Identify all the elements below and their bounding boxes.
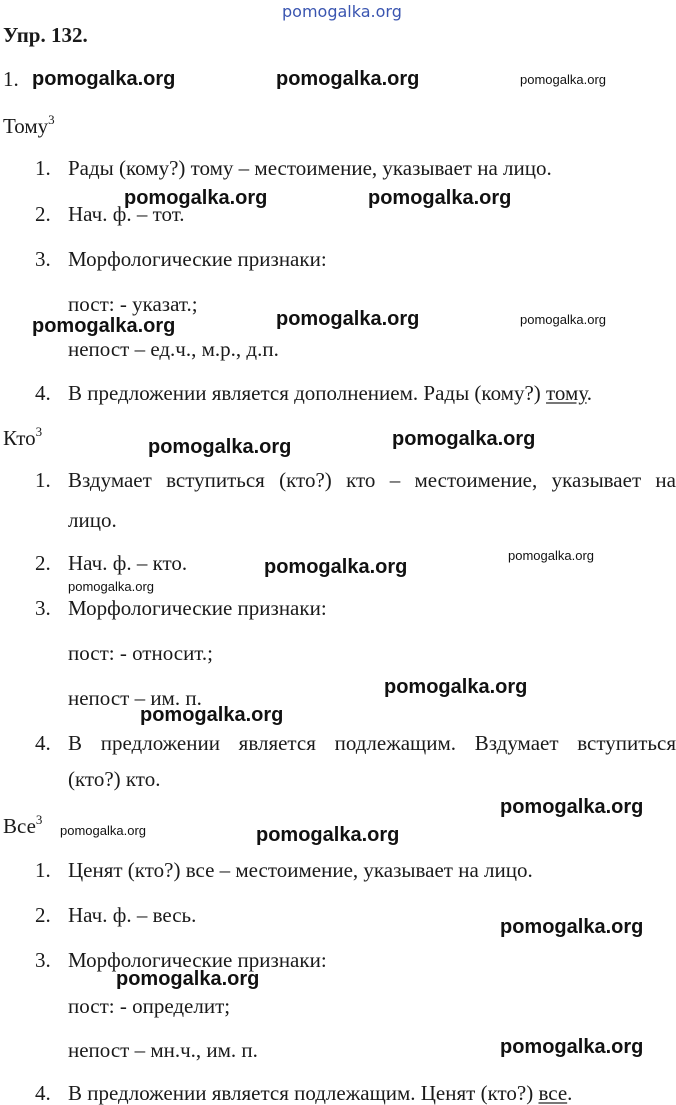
step-text-part: В предложении является дополнением. Рады (кому?): [68, 381, 547, 405]
step-text: [68, 383, 592, 404]
watermark: pomogalka.org: [140, 704, 284, 726]
watermark: pomogalka.org: [32, 68, 176, 90]
step-subline: пост: - определит;: [68, 994, 231, 1018]
word-sup: 3: [35, 812, 43, 827]
top-watermark: pomogalka.org: [282, 2, 402, 21]
step-subline: непост – ед.ч., м.р., д.п.: [68, 337, 279, 361]
step-text: Морфологические признаки:: [68, 596, 327, 620]
watermark: pomogalka.org: [520, 72, 606, 87]
step-text-part: .: [567, 1081, 573, 1105]
step-subline: непост – им. п.: [68, 686, 202, 710]
step-text-continued: (кто?) кто.: [68, 767, 161, 791]
step-number: 4.: [35, 1081, 51, 1105]
step-text-part: .: [586, 381, 592, 405]
watermark: pomogalka.org: [116, 968, 260, 990]
step-text: Морфологические признаки:: [68, 948, 327, 972]
watermark: pomogalka.org: [520, 312, 606, 327]
step-text: Нач. ф. – тот.: [68, 202, 185, 226]
word-heading-kto: [3, 424, 43, 450]
step-text: Вздумает вступиться (кто?) кто – местоимение, указывает на: [68, 468, 676, 492]
watermark: pomogalka.org: [68, 579, 154, 594]
watermark: pomogalka.org: [368, 187, 512, 209]
step-number: 4.: [35, 381, 51, 405]
step-text: [68, 1083, 572, 1104]
step-text: Рады (кому?) тому – местоимение, указывает на лицо.: [68, 156, 552, 180]
step-number: 3.: [35, 948, 51, 972]
watermark: pomogalka.org: [264, 556, 408, 578]
step-text: В предложении является подлежащим. Вздумает вступиться: [68, 731, 676, 755]
step-text: Нач. ф. – кто.: [68, 551, 188, 575]
watermark: pomogalka.org: [500, 796, 644, 818]
word-text: Все: [3, 814, 36, 838]
step-number: 1.: [35, 156, 51, 180]
step-number: 3.: [35, 596, 51, 620]
word-sup: 3: [35, 424, 43, 439]
step-text: Ценят (кто?) все – местоимение, указывает на лицо.: [68, 858, 533, 882]
watermark: pomogalka.org: [276, 308, 420, 330]
watermark: pomogalka.org: [276, 68, 420, 90]
watermark: pomogalka.org: [32, 315, 176, 337]
word-text: Кто: [3, 426, 36, 450]
step-text-part: В предложении является подлежащим. Ценят (кто?): [68, 1081, 539, 1105]
step-text-continued: лицо.: [68, 508, 117, 532]
watermark: pomogalka.org: [256, 824, 400, 846]
step-number: 1.: [35, 468, 51, 492]
word-sup: 3: [48, 112, 55, 127]
step-number: 2.: [35, 551, 51, 575]
step-subline: непост – мн.ч., им. п.: [68, 1038, 258, 1062]
watermark: pomogalka.org: [384, 676, 528, 698]
watermark: pomogalka.org: [508, 548, 594, 563]
step-number: 2.: [35, 202, 51, 226]
step-subline: пост: - относит.;: [68, 641, 213, 665]
watermark: pomogalka.org: [500, 916, 644, 938]
step-number: 4.: [35, 731, 51, 755]
step-text: Нач. ф. – весь.: [68, 903, 197, 927]
word-heading-tomu: [3, 112, 55, 138]
exercise-title: Упр. 132.: [3, 23, 88, 47]
watermark: pomogalka.org: [60, 823, 146, 838]
step-number: 2.: [35, 903, 51, 927]
watermark: pomogalka.org: [124, 187, 268, 209]
watermark: pomogalka.org: [148, 436, 292, 458]
watermark: pomogalka.org: [500, 1036, 644, 1058]
watermark: pomogalka.org: [392, 428, 536, 450]
underlined-word: все: [538, 1081, 568, 1105]
word-text: Тому: [3, 114, 49, 138]
word-heading-vse: [3, 812, 43, 838]
step-subline: пост: - указат.;: [68, 292, 198, 316]
step-number: 3.: [35, 247, 51, 271]
item-number: 1.: [3, 67, 19, 91]
underlined-word: тому: [546, 381, 587, 405]
step-text: Морфологические признаки:: [68, 247, 327, 271]
step-number: 1.: [35, 858, 51, 882]
